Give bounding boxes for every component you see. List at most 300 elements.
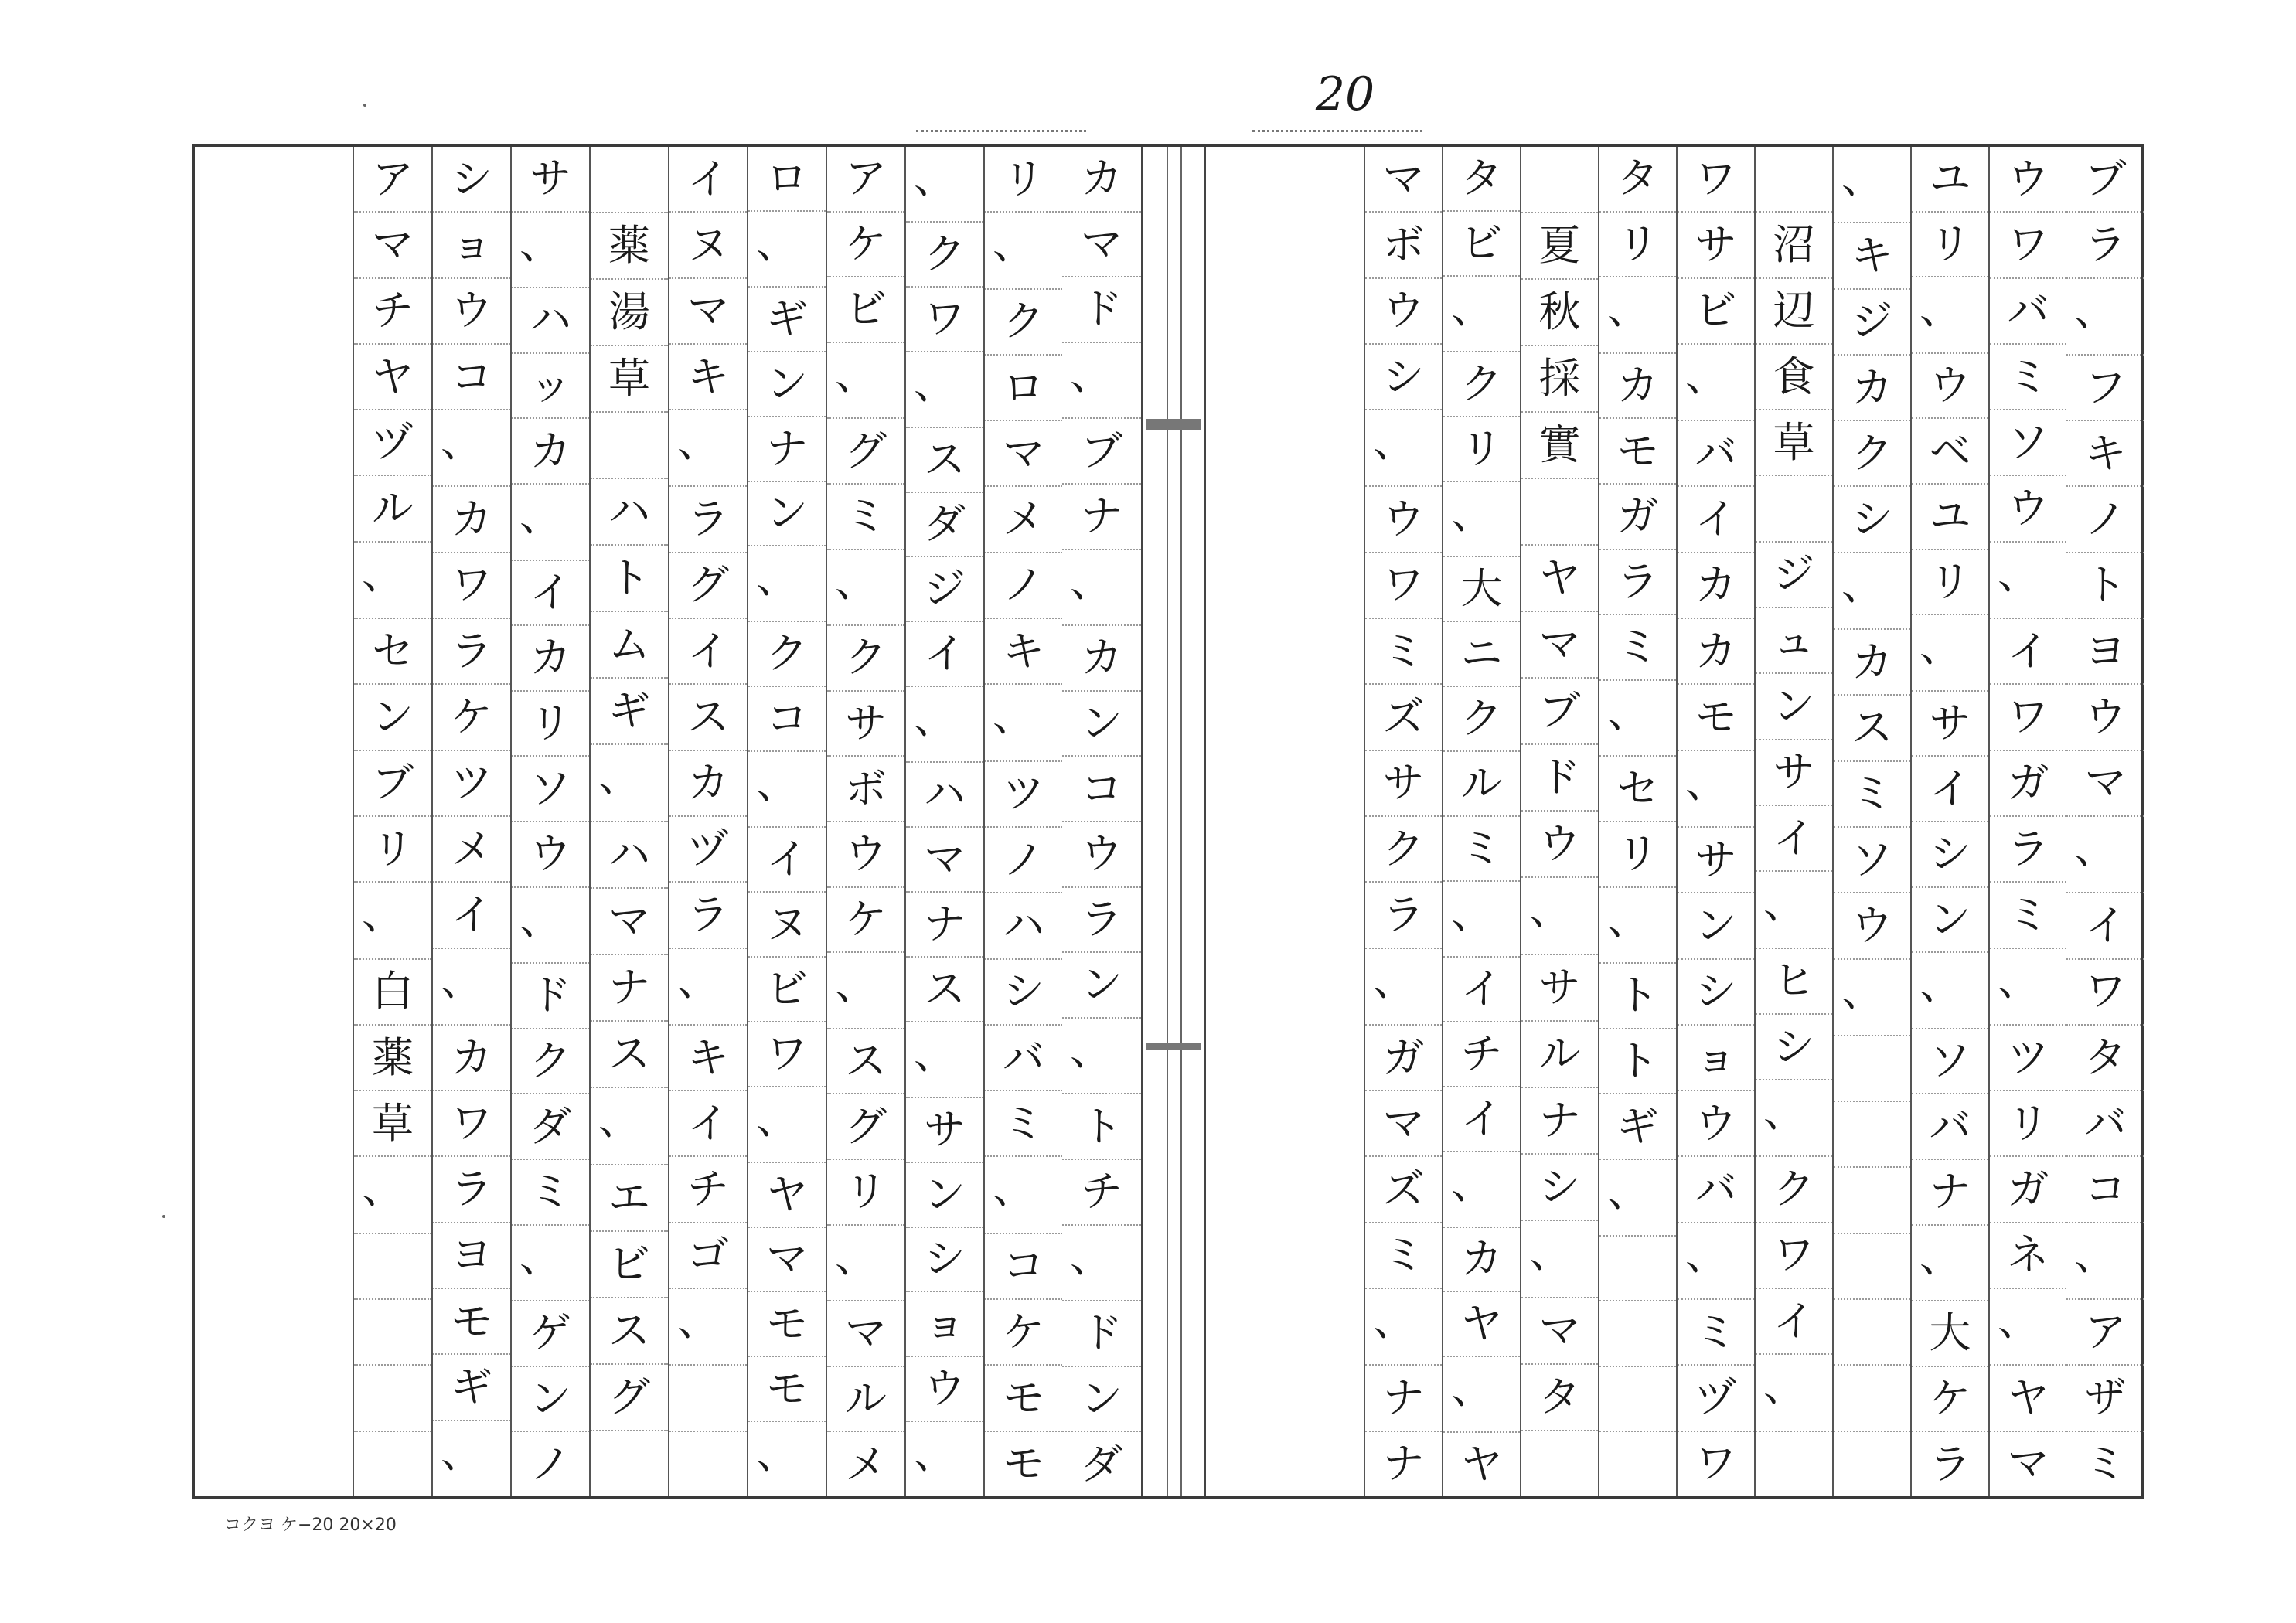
grid-cell: ル <box>1521 1022 1598 1088</box>
grid-cell: ス <box>669 685 747 750</box>
grid-cell: 湯 <box>591 280 668 346</box>
grid-cell: 、 <box>512 213 589 289</box>
grid-cell <box>354 1432 431 1496</box>
grid-cell: ビ <box>748 958 826 1022</box>
grid-cell: 、 <box>1912 953 1988 1029</box>
grid-cell: セ <box>1599 757 1676 822</box>
grid-cell: 、 <box>1365 1289 1442 1366</box>
grid-cell: 、 <box>1756 1080 1832 1157</box>
grid-cell: 草 <box>354 1091 431 1157</box>
grid-cell: ス <box>591 1022 668 1088</box>
grid-cell: シ <box>1521 1155 1598 1221</box>
right-page-column <box>1676 147 1754 1496</box>
grid-cell: ョ <box>906 1292 983 1357</box>
grid-cell: ノ <box>530 1439 571 1489</box>
grid-cell: サ <box>1756 740 1832 806</box>
grid-cell <box>1599 1432 1676 1496</box>
grid-cell: リ <box>827 1160 904 1226</box>
grid-cell: 、 <box>1990 1289 2066 1366</box>
grid-cell: ザ <box>2066 1366 2144 1431</box>
grid-cell: マ <box>2066 751 2144 817</box>
grid-cell: ラ <box>433 1157 510 1223</box>
grid-cell: 白 <box>354 960 431 1026</box>
grid-cell: ソ <box>1912 1029 1988 1095</box>
grid-cell: バ <box>985 1026 1062 1091</box>
grid-cell: ヅ <box>669 817 747 883</box>
grid-cell: 、 <box>354 543 431 619</box>
grid-cell <box>1756 147 1832 213</box>
grid-cell: ウ <box>1521 812 1598 878</box>
grid-cell: ウ <box>1062 822 1141 888</box>
binding-mark <box>1146 1043 1201 1050</box>
grid-cell: ラ <box>669 487 747 553</box>
grid-cell: 、 <box>827 343 904 420</box>
grid-cell: リ <box>1912 550 1988 616</box>
grid-cell: モ <box>1678 685 1754 750</box>
grid-cell: ス <box>906 958 983 1022</box>
grid-cell: 、 <box>1599 1160 1676 1237</box>
grid-cell: 、 <box>1599 681 1676 757</box>
grid-cell: バ <box>2066 1091 2144 1157</box>
grid-cell: ミ <box>985 1091 1062 1157</box>
paper-speck <box>363 104 366 107</box>
grid-cell: 、 <box>1912 277 1988 354</box>
grid-cell: ワ <box>433 553 510 619</box>
grid-cell: 、 <box>354 883 431 959</box>
grid-cell: メ <box>433 817 510 883</box>
grid-cell: 採 <box>1521 346 1598 413</box>
grid-cell: ウ <box>1990 147 2066 213</box>
grid-cell: 、 <box>1912 615 1988 692</box>
grid-cell: タ <box>1599 147 1676 213</box>
grid-cell: 、 <box>1062 550 1141 627</box>
grid-cell: ウ <box>906 1357 983 1422</box>
grid-cell: ズ <box>1365 1157 1442 1223</box>
grid-cell: キ <box>985 619 1062 685</box>
binding-mark <box>1146 419 1201 430</box>
grid-cell: シ <box>1912 822 1988 888</box>
grid-cell: ナ <box>1062 485 1141 550</box>
grid-cell: 、 <box>591 745 668 822</box>
left-page-column <box>826 147 904 1496</box>
grid-cell: 、 <box>1990 949 2066 1026</box>
grid-cell: 夏 <box>1521 213 1598 280</box>
grid-cell: コ <box>433 345 510 410</box>
grid-cell <box>1834 1168 1910 1233</box>
grid-cell: カ <box>1599 354 1676 420</box>
grid-cell: ナ <box>1365 1366 1442 1431</box>
grid-cell: ト <box>1599 1029 1676 1095</box>
grid-cell: ス <box>591 1298 668 1365</box>
grid-cell: 食 <box>1756 345 1832 410</box>
grid-cell: ク <box>827 626 904 692</box>
grid-cell: リ <box>1599 822 1676 888</box>
grid-cell: カ <box>512 419 589 485</box>
grid-cell: 、 <box>2066 817 2144 893</box>
left-page-column <box>510 147 589 1496</box>
right-page-column <box>1988 147 2066 1496</box>
grid-cell: イ <box>669 619 747 685</box>
grid-cell <box>1834 1366 1910 1431</box>
grid-cell: 、 <box>906 1022 983 1098</box>
grid-cell: 大 <box>1443 557 1520 622</box>
grid-cell: ブ <box>1521 679 1598 745</box>
grid-cell: 、 <box>827 1226 904 1302</box>
grid-cell: カ <box>1678 553 1754 619</box>
grid-cell: ク <box>1834 421 1910 487</box>
grid-cell: 、 <box>1599 888 1676 965</box>
grid-cell: ト <box>591 546 668 612</box>
grid-cell: カ <box>1443 1228 1520 1293</box>
grid-cell: ロ <box>985 356 1062 421</box>
grid-cell: 、 <box>1062 1019 1141 1095</box>
grid-cell: ヌ <box>669 213 747 278</box>
grid-cell: イ <box>669 1091 747 1157</box>
grid-cell: ダ <box>512 1094 589 1160</box>
grid-cell <box>1599 1301 1676 1367</box>
grid-cell: 、 <box>906 687 983 763</box>
grid-cell: カ <box>433 1026 510 1091</box>
grid-cell: ガ <box>1990 751 2066 817</box>
grid-cell: ジ <box>906 557 983 622</box>
grid-cell: ハ <box>985 893 1062 959</box>
grid-cell: ズ <box>1365 685 1442 750</box>
grid-cell: 、 <box>1912 1226 1988 1302</box>
grid-cell: イ <box>1443 958 1520 1022</box>
grid-cell: カ <box>669 751 747 817</box>
grid-cell: バ <box>1678 421 1754 487</box>
grid-cell: ジ <box>1834 290 1910 356</box>
grid-cell: ウ <box>2066 685 2144 750</box>
grid-cell: ト <box>2066 553 2144 619</box>
grid-cell: タ <box>1443 147 1520 212</box>
grid-cell: ン <box>1678 893 1754 959</box>
grid-cell: ル <box>1443 752 1520 817</box>
grid-cell: 、 <box>1678 751 1754 828</box>
grid-cell: コ <box>1062 757 1141 822</box>
grid-cell: グ <box>591 1365 668 1431</box>
grid-cell: イ <box>512 561 589 627</box>
grid-cell: カ <box>512 626 589 692</box>
grid-cell: ケ <box>827 888 904 954</box>
grid-cell <box>669 1366 747 1431</box>
grid-cell: ラ <box>1929 1439 1971 1489</box>
grid-cell: ブ <box>2066 147 2144 213</box>
grid-cell: ヤ <box>1521 546 1598 612</box>
grid-cell: ガ <box>1990 1157 2066 1223</box>
grid-cell: リ <box>1599 213 1676 278</box>
grid-cell: ク <box>512 1029 589 1095</box>
grid-cell: シ <box>906 1228 983 1293</box>
grid-cell: マ <box>985 421 1062 487</box>
grid-cell: イ <box>1912 757 1988 822</box>
grid-cell: マ <box>1521 612 1598 679</box>
grid-cell: ケ <box>827 213 904 278</box>
grid-cell: ラ <box>2066 213 2144 278</box>
grid-cell: ミ <box>827 485 904 550</box>
grid-cell: ラ <box>1062 888 1141 954</box>
grid-cell: ア <box>2066 1300 2144 1366</box>
grid-cell: 大 <box>1912 1301 1988 1367</box>
grid-cell: イ <box>748 828 826 893</box>
grid-cell: ム <box>591 612 668 679</box>
grid-cell: 、 <box>1756 872 1832 948</box>
grid-cell: 、 <box>512 888 589 965</box>
grid-cell: 、 <box>1990 543 2066 619</box>
grid-cell: ワ <box>906 288 983 352</box>
grid-cell: 、 <box>906 147 983 223</box>
grid-cell: ワ <box>1990 213 2066 278</box>
grid-cell: フ <box>2066 356 2144 421</box>
left-page-column <box>747 147 826 1496</box>
grid-cell: ン <box>1062 1367 1141 1433</box>
grid-cell: ユ <box>1912 147 1988 213</box>
right-page-column <box>1910 147 1988 1496</box>
grid-cell: カ <box>1062 147 1141 213</box>
grid-cell: ド <box>1521 745 1598 812</box>
grid-cell: サ <box>512 147 589 213</box>
grid-cell <box>1834 1234 1910 1300</box>
grid-cell: リ <box>1990 1091 2066 1157</box>
grid-cell: サ <box>1678 828 1754 893</box>
grid-cell: シ <box>433 147 510 213</box>
grid-cell: 、 <box>512 485 589 561</box>
grid-cell: モ <box>1003 1439 1044 1489</box>
grid-cell: ミ <box>2084 1439 2127 1489</box>
grid-cell: ナ <box>748 417 826 482</box>
grid-cell: ダ <box>906 493 983 558</box>
grid-cell: ビ <box>1443 212 1520 277</box>
grid-cell: 、 <box>1678 345 1754 421</box>
grid-cell: セ <box>354 619 431 685</box>
grid-cell: モ <box>985 1366 1062 1431</box>
grid-cell <box>1521 147 1598 213</box>
right-page-column <box>1754 147 1832 1496</box>
grid-cell: 辺 <box>1756 279 1832 345</box>
grid-cell: チ <box>1443 1022 1520 1087</box>
grid-cell: ヤ <box>1443 1292 1520 1357</box>
grid-cell: ド <box>512 964 589 1029</box>
grid-cell: ハ <box>591 479 668 546</box>
grid-cell: ワ <box>1990 685 2066 750</box>
grid-cell <box>1521 1431 1598 1496</box>
grid-cell: コ <box>2066 1157 2144 1223</box>
grid-cell: ハ <box>591 822 668 889</box>
right-page-column <box>1442 147 1520 1496</box>
grid-cell: 、 <box>1756 1355 1832 1431</box>
grid-cell: ン <box>1912 888 1988 954</box>
grid-cell: ナ <box>1912 1160 1988 1226</box>
grid-cell: タ <box>1521 1365 1598 1431</box>
grid-cell: ヤ <box>748 1163 826 1228</box>
grid-cell: 、 <box>2066 279 2144 356</box>
grid-cell: ネ <box>1990 1223 2066 1289</box>
grid-cell: ミ <box>1365 619 1442 685</box>
grid-cell: ガ <box>1365 1026 1442 1091</box>
grid-cell: メ <box>845 1439 887 1489</box>
grid-cell: ク <box>1443 687 1520 752</box>
grid-cell: イ <box>1678 487 1754 553</box>
grid-cell: ン <box>354 685 431 750</box>
grid-cell: ミ <box>1990 345 2066 410</box>
right-page-grid <box>1206 147 2144 1496</box>
grid-cell: ゴ <box>669 1223 747 1289</box>
grid-cell: ク <box>1756 1157 1832 1223</box>
grid-cell: ノ <box>985 553 1062 619</box>
grid-cell: シ <box>1834 487 1910 553</box>
grid-cell: 、 <box>1443 1152 1520 1228</box>
manuscript-grid-sheet <box>192 144 2144 1499</box>
grid-cell: ク <box>1365 817 1442 883</box>
grid-cell: チ <box>354 279 431 345</box>
grid-cell: ロ <box>748 147 826 212</box>
grid-cell: 、 <box>985 685 1062 761</box>
grid-cell: 沼 <box>1756 213 1832 278</box>
right-page-column <box>1520 147 1598 1496</box>
grid-cell: イ <box>906 622 983 687</box>
grid-cell: 、 <box>827 953 904 1029</box>
grid-cell: ト <box>1599 964 1676 1029</box>
grid-cell: ョ <box>433 213 510 278</box>
grid-cell: ュ <box>1756 608 1832 674</box>
grid-cell: 、 <box>1062 1226 1141 1302</box>
grid-cell: チ <box>669 1157 747 1223</box>
grid-cell: 、 <box>669 410 747 487</box>
grid-cell: ビ <box>1678 279 1754 345</box>
grid-cell: イ <box>2066 893 2144 959</box>
grid-cell: ラ <box>1599 550 1676 616</box>
grid-cell: ソ <box>1990 410 2066 476</box>
grid-cell: リ <box>1443 417 1520 482</box>
grid-cell: 、 <box>906 352 983 428</box>
grid-cell: ボ <box>827 757 904 822</box>
header-dotted-rule-left <box>916 130 1086 132</box>
grid-cell: ケ <box>985 1300 1062 1366</box>
grid-cell: ユ <box>1912 485 1988 550</box>
grid-cell: ン <box>1062 953 1141 1019</box>
grid-cell: ゲ <box>512 1301 589 1367</box>
grid-cell: キ <box>2066 421 2144 487</box>
grid-cell: ミ <box>1443 817 1520 882</box>
grid-cell: イ <box>433 883 510 948</box>
grid-cell: ン <box>512 1367 589 1433</box>
grid-cell: ッ <box>512 354 589 420</box>
grid-cell: マ <box>591 889 668 955</box>
grid-cell: 、 <box>669 1289 747 1366</box>
left-page-column <box>353 147 431 1496</box>
grid-cell: ヤ <box>1460 1440 1503 1489</box>
grid-cell: ウ <box>1912 354 1988 420</box>
grid-cell: マ <box>1365 1091 1442 1157</box>
left-page-column <box>668 147 747 1496</box>
grid-cell: 、 <box>1521 878 1598 955</box>
grid-cell: ヨ <box>433 1223 510 1289</box>
grid-cell: ギ <box>1599 1094 1676 1160</box>
grid-cell: モ <box>748 1357 826 1422</box>
grid-cell: 、 <box>512 1226 589 1302</box>
left-page-grid <box>195 147 1141 1496</box>
grid-cell: ヅ <box>1678 1366 1754 1431</box>
grid-cell: ヅ <box>354 410 431 476</box>
grid-cell: ン <box>1756 674 1832 740</box>
grid-cell: ワ <box>1678 147 1754 213</box>
grid-cell: ド <box>1062 1301 1141 1367</box>
grid-cell: ス <box>1834 696 1910 761</box>
grid-cell: 、 <box>748 546 826 622</box>
grid-cell: ラ <box>669 883 747 948</box>
grid-cell: ミ <box>1834 762 1910 828</box>
grid-cell: リ <box>985 147 1062 213</box>
grid-cell: マ <box>1521 1298 1598 1365</box>
grid-cell: シ <box>1365 345 1442 410</box>
grid-cell: ル <box>827 1367 904 1433</box>
grid-cell: ス <box>827 1029 904 1095</box>
grid-cell: ク <box>748 622 826 687</box>
grid-cell: ウ <box>1678 1091 1754 1157</box>
grid-cell: ミ <box>512 1160 589 1226</box>
grid-cell: 、 <box>1365 410 1442 487</box>
grid-cell <box>591 147 668 213</box>
grid-cell: キ <box>669 345 747 410</box>
grid-cell: 、 <box>1834 553 1910 630</box>
grid-cell: ス <box>906 428 983 493</box>
grid-cell: ク <box>985 290 1062 356</box>
grid-cell: 、 <box>1443 882 1520 958</box>
grid-cell: マ <box>354 213 431 278</box>
grid-cell: ギ <box>591 679 668 745</box>
grid-cell: バ <box>1678 1157 1754 1223</box>
grid-cell: ク <box>1443 352 1520 417</box>
grid-cell: ビ <box>591 1232 668 1298</box>
grid-cell: モ <box>1599 419 1676 485</box>
left-page-column <box>983 147 1062 1496</box>
grid-cell: ド <box>1062 277 1141 343</box>
grid-cell: 、 <box>985 1157 1062 1233</box>
grid-cell: キ <box>1834 223 1910 289</box>
grid-cell: 、 <box>433 410 510 487</box>
grid-cell: シ <box>1678 960 1754 1026</box>
grid-cell: 、 <box>1521 1221 1598 1298</box>
grid-cell: 、 <box>354 1157 431 1233</box>
grid-cell: 、 <box>748 1087 826 1163</box>
grid-cell: カ <box>1678 619 1754 685</box>
grid-cell: 、 <box>1443 1357 1520 1433</box>
grid-cell: 、 <box>2066 1223 2144 1300</box>
grid-cell: イ <box>1990 619 2066 685</box>
grid-cell: 、 <box>1443 482 1520 558</box>
grid-cell: サ <box>1678 213 1754 278</box>
grid-cell: 秋 <box>1521 280 1598 346</box>
left-page-column <box>1062 147 1141 1496</box>
grid-cell <box>1756 476 1832 542</box>
grid-cell: ワ <box>748 1022 826 1087</box>
grid-cell: サ <box>1912 692 1988 757</box>
grid-cell: 、 <box>1365 949 1442 1026</box>
grid-cell: チ <box>1062 1160 1141 1226</box>
grid-cell: ヤ <box>1990 1366 2066 1431</box>
grid-cell <box>1834 1300 1910 1366</box>
grid-cell: リ <box>354 817 431 883</box>
grid-cell: バ <box>1912 1094 1988 1160</box>
grid-cell: エ <box>591 1165 668 1232</box>
grid-cell: マ <box>1365 147 1442 213</box>
grid-cell <box>1599 1367 1676 1433</box>
grid-cell: 、 <box>748 752 826 828</box>
grid-cell: グ <box>827 419 904 485</box>
grid-cell <box>1599 1237 1676 1302</box>
grid-cell <box>1834 1036 1910 1102</box>
right-page-column <box>2066 147 2144 1496</box>
